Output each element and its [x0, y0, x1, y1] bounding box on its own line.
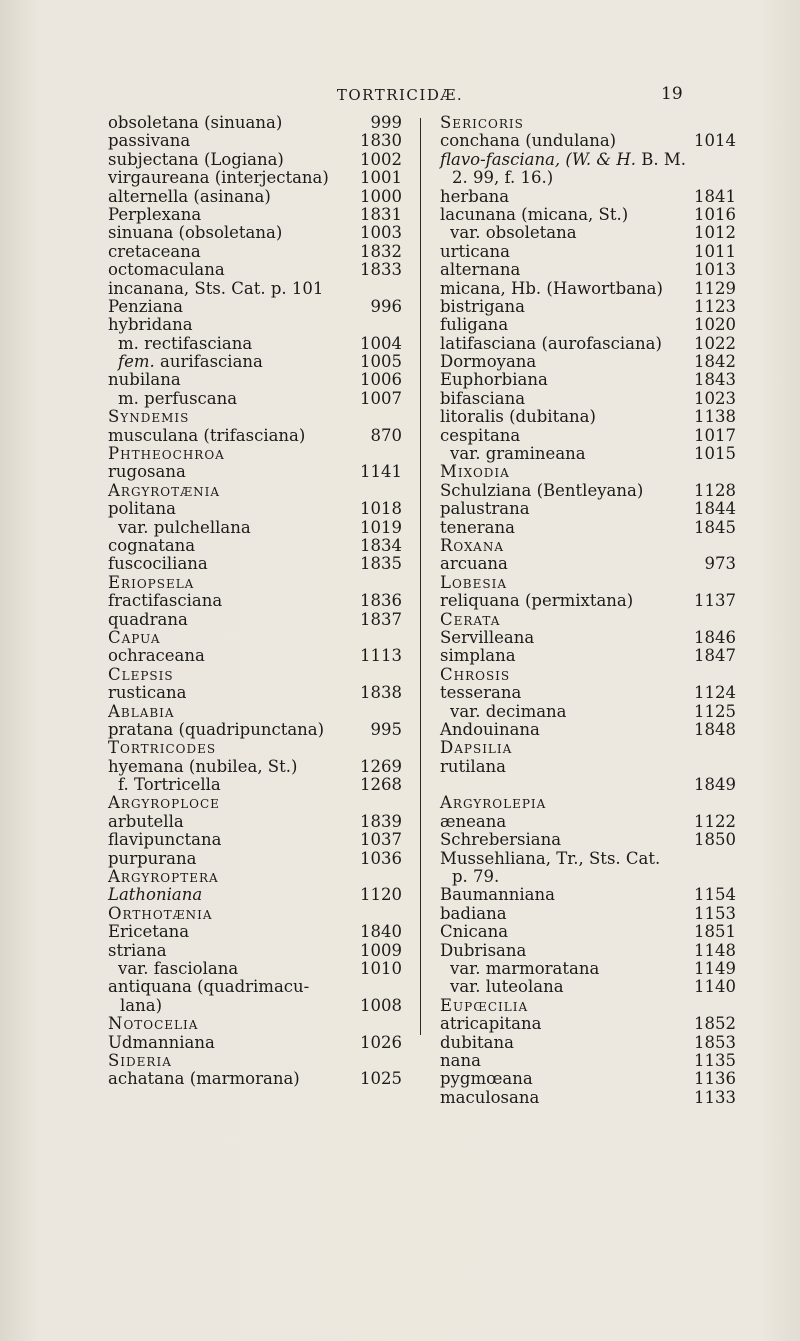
species-name: var. pulchellana	[118, 517, 251, 537]
index-entry	[440, 224, 736, 242]
genus-heading	[440, 537, 736, 555]
species-name: var. gramineana	[450, 444, 586, 464]
index-entry	[440, 886, 736, 904]
index-entry	[440, 519, 736, 537]
species-name: palustrana	[440, 499, 530, 519]
reference-number: 1842	[694, 352, 736, 372]
species-name: Cnicana	[440, 922, 509, 942]
index-entry	[108, 960, 402, 978]
genus-heading	[108, 445, 402, 463]
species-name: Servilleana	[440, 627, 535, 647]
reference-number: 1836	[360, 591, 402, 611]
species-name: nana	[440, 1050, 481, 1070]
genus-name: Notocelia	[108, 1014, 199, 1034]
reference-number: 1123	[694, 296, 736, 316]
species-name: nubilana	[108, 370, 181, 390]
species-name: cespitana	[440, 425, 521, 445]
index-entry	[440, 1070, 736, 1088]
species-name: purpurana	[108, 848, 197, 868]
index-entry	[108, 813, 402, 831]
genus-heading	[108, 1015, 402, 1033]
species-name: micana, Hb. (Hawortbana)	[440, 278, 663, 298]
genus-name: Phtheochroa	[108, 444, 225, 464]
species-name: lacunana (micana, St.)	[440, 204, 629, 224]
species-name: passivana	[108, 131, 191, 151]
index-entry	[440, 482, 736, 500]
index-entry	[440, 703, 736, 721]
species-name: cognatana	[108, 535, 196, 555]
reference-number: 1853	[694, 1032, 736, 1052]
reference-number: 1005	[360, 352, 402, 372]
species-name: p. 79.	[452, 867, 500, 887]
index-entry	[440, 1034, 736, 1052]
index-entry	[440, 868, 736, 886]
index-entry	[108, 151, 402, 169]
reference-number: 996	[370, 296, 402, 316]
species-name: Dormoyana	[440, 352, 537, 372]
reference-number: 1012	[694, 223, 736, 243]
index-entry	[440, 298, 736, 316]
genus-name: Argyroploce	[108, 793, 220, 813]
reference-number: 1037	[360, 830, 402, 850]
reference-number: 1006	[360, 370, 402, 390]
index-entry	[440, 427, 736, 445]
index-entry	[108, 831, 402, 849]
reference-number: 1128	[694, 480, 736, 500]
species-name: badiana	[440, 903, 507, 923]
index-entry	[108, 316, 402, 334]
species-name: var. fasciolana	[118, 958, 239, 978]
species-name: tesserana	[440, 683, 522, 703]
index-entry	[108, 353, 402, 371]
genus-heading	[108, 666, 402, 684]
reference-number: 1136	[694, 1069, 736, 1089]
index-entry	[108, 390, 402, 408]
genus-name: Roxana	[440, 535, 504, 555]
reference-number: 1011	[694, 241, 736, 261]
reference-number: 1017	[694, 425, 736, 445]
reference-number: 1840	[360, 922, 402, 942]
species-name: var. luteolana	[450, 977, 564, 997]
species-name: Penziana	[108, 296, 184, 316]
genus-heading	[440, 574, 736, 592]
index-entry	[440, 555, 736, 573]
genus-heading	[108, 482, 402, 500]
page-number: 19	[661, 84, 683, 104]
index-entry	[108, 923, 402, 941]
reference-number: 1268	[360, 775, 402, 795]
reference-number: 1831	[360, 204, 402, 224]
species-name: lana)	[120, 995, 163, 1015]
species-name: herbana	[440, 186, 510, 206]
species-name: Schulziana (Bentleyana)	[440, 480, 644, 500]
species-name: bifasciana	[440, 388, 526, 408]
species-name: octomaculana	[108, 260, 225, 280]
index-entry	[440, 188, 736, 206]
reference-number: 1001	[360, 168, 402, 188]
index-entry	[108, 978, 402, 996]
index-entry	[108, 371, 402, 389]
species-name: æneana	[440, 811, 507, 831]
index-entry	[440, 960, 736, 978]
reference: B. M.	[635, 149, 686, 169]
species-name: m. rectifasciana	[118, 333, 253, 353]
index-entry	[440, 831, 736, 849]
reference-number: 1838	[360, 683, 402, 703]
genus-name: Ablabia	[108, 701, 175, 721]
genus-heading	[108, 1052, 402, 1070]
species-name: Perplexana	[108, 204, 202, 224]
genus-name: Eriopsela	[108, 572, 195, 592]
reference-number: 1153	[694, 903, 736, 923]
species-name: arbutella	[108, 811, 184, 831]
index-entry	[108, 721, 402, 739]
species-name: rugosana	[108, 462, 186, 482]
reference-number: 1013	[694, 260, 736, 280]
species-name: Euphorbiana	[440, 370, 548, 390]
running-title: TORTRICIDÆ.	[336, 86, 464, 104]
index-entry	[440, 1089, 736, 1107]
species-name: Schrebersiana	[440, 830, 562, 850]
index-entry	[108, 463, 402, 481]
reference-number: 1120	[360, 885, 402, 905]
index-entry	[108, 224, 402, 242]
species-name: achatana (marmorana)	[108, 1069, 300, 1089]
reference-number: 1848	[694, 719, 736, 739]
index-entry	[440, 445, 736, 463]
index-entry	[440, 132, 736, 150]
species-name: urticana	[440, 241, 510, 261]
index-entry	[108, 427, 402, 445]
index-entry	[108, 169, 402, 187]
species-name: maculosana	[440, 1087, 540, 1107]
reference-number: 1023	[694, 388, 736, 408]
reference-number: 1020	[694, 315, 736, 335]
reference-number: 1036	[360, 848, 402, 868]
index-entry	[440, 592, 736, 610]
species-name: litoralis (dubitana)	[440, 407, 596, 427]
species-name: var. marmoratana	[450, 958, 600, 978]
index-entry	[108, 500, 402, 518]
index-entry	[108, 647, 402, 665]
genus-heading	[108, 703, 402, 721]
genus-name: Argyrolepia	[440, 793, 547, 813]
species-name: var. obsoletana	[450, 223, 577, 243]
index-entry	[440, 243, 736, 261]
index-entry	[440, 978, 736, 996]
index-entry	[440, 758, 736, 795]
reference-number: 1841	[694, 186, 736, 206]
species-name: sinuana (obsoletana)	[108, 223, 283, 243]
reference-number: 1019	[360, 517, 402, 537]
reference-number: 1830	[360, 131, 402, 151]
index-entry	[108, 611, 402, 629]
species-name: m. perfuscana	[118, 388, 238, 408]
genus-name: Argyroptera	[108, 867, 219, 887]
species-name: atricapitana	[440, 1014, 542, 1034]
index-entry	[108, 519, 402, 537]
genus-name: Capua	[108, 627, 161, 647]
species-name: rutilana	[440, 756, 506, 776]
index-entry	[440, 923, 736, 941]
species-name: Udmanniana	[108, 1032, 215, 1052]
reference-number: 1137	[694, 591, 736, 611]
species-name: Lathoniana	[108, 885, 203, 905]
reference-number: 1009	[360, 940, 402, 960]
genus-heading	[440, 114, 736, 132]
species-name: alternella (asinana)	[108, 186, 271, 206]
reference-number: 1125	[694, 701, 736, 721]
genus-name: Argyrotænia	[108, 480, 221, 500]
index-entry	[108, 886, 402, 904]
reference-number: 1834	[360, 535, 402, 555]
reference-number: 1015	[694, 444, 736, 464]
genus-name: Cerata	[440, 609, 501, 629]
genus-name: Sericoris	[440, 113, 524, 132]
genus-heading	[440, 463, 736, 481]
species-name: reliquana (permixtana)	[440, 591, 634, 611]
species-name: alternana	[440, 260, 521, 280]
index-entry	[440, 280, 736, 298]
reference-number: 973	[704, 554, 736, 574]
species-name: ochraceana	[108, 646, 205, 666]
entry-prefix: fem.	[118, 352, 155, 372]
species-name: bistrigana	[440, 296, 525, 316]
index-entry	[440, 151, 736, 169]
genus-heading	[108, 905, 402, 923]
index-entry	[108, 555, 402, 573]
index-entry	[108, 997, 402, 1015]
reference-number: 1007	[360, 388, 402, 408]
reference-number: 1837	[360, 609, 402, 629]
genus-heading	[440, 794, 736, 812]
species-name: Ericetana	[108, 922, 190, 942]
reference-number: 1269	[360, 756, 402, 776]
index-entry	[440, 1052, 736, 1070]
reference-number: 1845	[694, 517, 736, 537]
index-entry	[108, 132, 402, 150]
reference-number: 1133	[694, 1087, 736, 1107]
species-name: antiquana (quadrimacu-	[108, 977, 310, 997]
index-entry	[440, 500, 736, 518]
genus-heading	[108, 739, 402, 757]
index-entry	[108, 850, 402, 868]
column-divider	[420, 118, 421, 1035]
index-entry	[108, 942, 402, 960]
reference-number: 1138	[694, 407, 736, 427]
species-name: rusticana	[108, 683, 187, 703]
reference-number: 1022	[694, 333, 736, 353]
index-entry	[440, 408, 736, 426]
index-entry	[440, 813, 736, 831]
index-entry	[108, 206, 402, 224]
species-name: hybridana	[108, 315, 193, 335]
species-name: f. Tortricella	[118, 775, 221, 795]
reference-number: 1832	[360, 241, 402, 261]
index-entry	[440, 390, 736, 408]
index-entry	[108, 1070, 402, 1088]
index-entry	[440, 684, 736, 702]
index-entry	[440, 169, 736, 187]
species-name: cretaceana	[108, 241, 201, 261]
reference-number: 1140	[694, 977, 736, 997]
right-column	[440, 114, 736, 1107]
index-entry	[108, 188, 402, 206]
species-name: Baumanniana	[440, 885, 555, 905]
species-name: fractifasciana	[108, 591, 223, 611]
index-entry	[440, 316, 736, 334]
genus-heading	[108, 408, 402, 426]
species-name: flavipunctana	[108, 830, 222, 850]
reference-number: 995	[370, 719, 402, 739]
index-entry	[108, 684, 402, 702]
reference-number: 1833	[360, 260, 402, 280]
reference-number: 1835	[360, 554, 402, 574]
genus-heading	[440, 739, 736, 757]
species-name: simplana	[440, 646, 516, 666]
index-entry	[440, 371, 736, 389]
species-name: virgaureana (interjectana)	[108, 168, 329, 188]
left-column	[108, 114, 402, 1089]
species-name: subjectana (Logiana)	[108, 149, 284, 169]
reference-number: 1004	[360, 333, 402, 353]
index-entry	[440, 850, 736, 868]
reference-number: 999	[370, 113, 402, 132]
reference-number: 1851	[694, 922, 736, 942]
species-name: obsoletana (sinuana)	[108, 113, 283, 132]
genus-name: Orthotænia	[108, 903, 213, 923]
genus-name: Mixodia	[440, 462, 510, 482]
reference-number: 1141	[360, 462, 402, 482]
reference-number: 1148	[694, 940, 736, 960]
species-name: politana	[108, 499, 176, 519]
index-entry	[440, 1015, 736, 1033]
reference-number: 1852	[694, 1014, 736, 1034]
index-entry	[108, 776, 402, 794]
reference-number: 1113	[360, 646, 402, 666]
species-name: striana	[108, 940, 167, 960]
index-entry	[108, 243, 402, 261]
species-name: fuligana	[440, 315, 509, 335]
species-name: musculana (trifasciana)	[108, 425, 306, 445]
reference-number: 1122	[694, 811, 736, 831]
index-entry	[440, 647, 736, 665]
reference-number: 1849	[694, 775, 736, 795]
species-name: latifasciana (aurofasciana)	[440, 333, 662, 353]
reference-number: 1014	[694, 131, 736, 151]
index-entry	[440, 942, 736, 960]
genus-name: Eupœcilia	[440, 995, 529, 1015]
reference-number: 1839	[360, 811, 402, 831]
species-name: var. decimana	[450, 701, 567, 721]
reference-number: 1025	[360, 1069, 402, 1089]
genus-name: Lobesia	[440, 572, 507, 592]
species-name: pygmœana	[440, 1069, 533, 1089]
reference-number: 1129	[694, 278, 736, 298]
species-name: Andouinana	[440, 719, 540, 739]
index-entry	[108, 280, 402, 298]
reference-number: 1850	[694, 830, 736, 850]
genus-heading	[108, 794, 402, 812]
species-name: pratana (quadripunctana)	[108, 719, 325, 739]
reference-number: 1016	[694, 204, 736, 224]
species-name: aurifasciana	[160, 352, 263, 372]
author-citation: (W. & H.	[565, 149, 636, 169]
index-entry	[108, 335, 402, 353]
reference-number: 1154	[694, 885, 736, 905]
index-entry	[108, 114, 402, 132]
reference-number: 870	[370, 425, 402, 445]
reference-number: 1843	[694, 370, 736, 390]
species-name: Dubrisana	[440, 940, 527, 960]
species-name: quadrana	[108, 609, 188, 629]
genus-heading	[440, 611, 736, 629]
genus-name: Dapsilia	[440, 738, 513, 758]
species-name: hyemana (nubilea, St.)	[108, 756, 298, 776]
index-entry	[440, 206, 736, 224]
genus-heading	[108, 574, 402, 592]
index-entry	[108, 537, 402, 555]
reference-number: 1844	[694, 499, 736, 519]
genus-name: Syndemis	[108, 407, 190, 427]
species-name: Mussehliana, Tr., Sts. Cat.	[440, 848, 661, 868]
index-entry	[440, 629, 736, 647]
index-entry	[440, 261, 736, 279]
reference-number: 1135	[694, 1050, 736, 1070]
reference-number: 1026	[360, 1032, 402, 1052]
reference-number: 1000	[360, 186, 402, 206]
genus-name: Clepsis	[108, 664, 174, 684]
reference-number: 1003	[360, 223, 402, 243]
reference-number: 1002	[360, 149, 402, 169]
index-entry	[440, 905, 736, 923]
genus-heading	[108, 868, 402, 886]
reference-number: 1846	[694, 627, 736, 647]
species-name: incanana, Sts. Cat. p. 101	[108, 278, 324, 298]
reference-number: 1847	[694, 646, 736, 666]
species-name: tenerana	[440, 517, 515, 537]
reference-number: 1124	[694, 683, 736, 703]
index-entry	[108, 261, 402, 279]
species-name: arcuana	[440, 554, 508, 574]
index-entry	[108, 1034, 402, 1052]
species-name: flavo-fasciana,	[440, 149, 561, 169]
species-name: fuscociliana	[108, 554, 208, 574]
genus-name: Tortricodes	[108, 738, 217, 758]
genus-name: Chrosis	[440, 664, 511, 684]
index-entry	[108, 298, 402, 316]
reference-number: 1149	[694, 958, 736, 978]
genus-heading	[108, 629, 402, 647]
index-entry	[440, 721, 736, 739]
genus-name: Sideria	[108, 1050, 172, 1070]
index-entry	[440, 353, 736, 371]
reference-number: 1008	[360, 995, 402, 1015]
index-entry	[440, 335, 736, 353]
index-entry	[108, 592, 402, 610]
genus-heading	[440, 666, 736, 684]
index-entry	[108, 758, 402, 776]
species-name: dubitana	[440, 1032, 514, 1052]
reference-number: 1018	[360, 499, 402, 519]
species-name: 2. 99, f. 16.)	[452, 168, 554, 188]
species-name: conchana (undulana)	[440, 131, 617, 151]
reference-number: 1010	[360, 958, 402, 978]
genus-heading	[440, 997, 736, 1015]
